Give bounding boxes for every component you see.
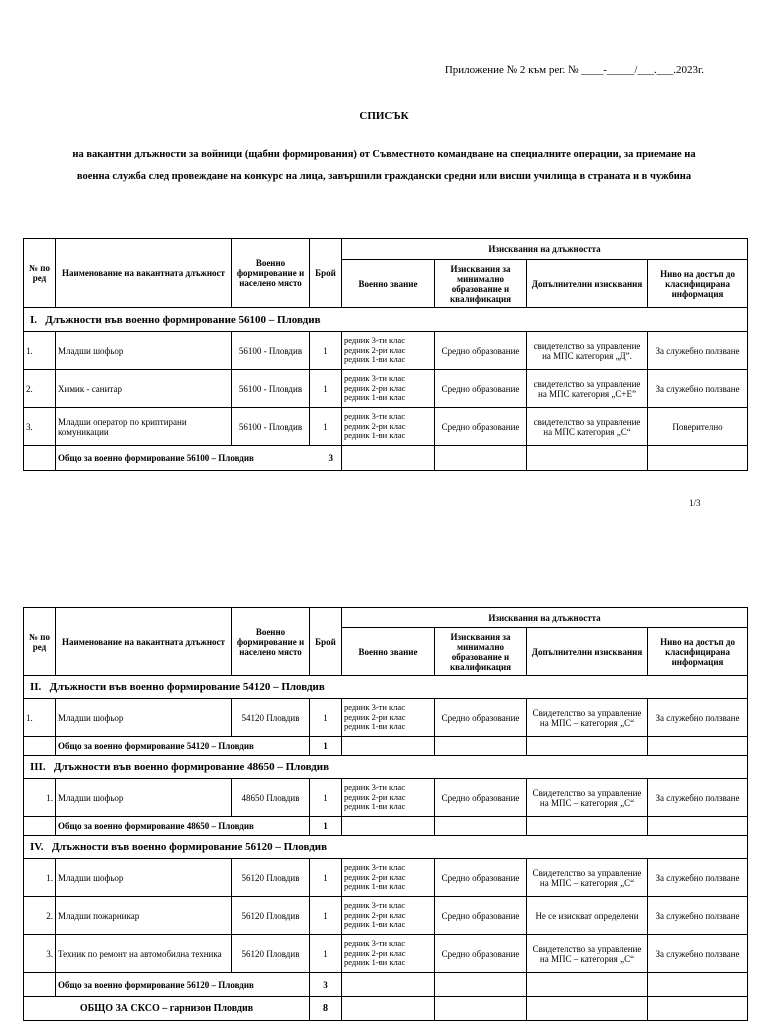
row-unit: 56100 - Пловдив [232,408,310,446]
rank-3: редник 3-ти клас [344,335,405,346]
row-num: 3. [24,408,56,446]
row-access: За служебно ползване [648,332,748,370]
section-title [24,836,748,859]
rank-2: редник 2-ри клас [344,711,406,722]
vacancies-table-page-1 [23,238,748,471]
row-education: Средно образование [435,408,527,446]
section-roman: III. [30,761,46,773]
row-access: За служебно ползване [648,935,748,973]
row-extra: свидетелство за управление на МПС категория „С“ [527,408,648,446]
rank-2: редник 2-ри клас [344,344,406,355]
total-label [56,446,342,471]
rank-1: редник 1-ви клас [344,957,406,968]
annex-reference: Приложение № 2 към рег. № ____-_____/___.___.2023г. [444,64,704,76]
section-row [24,308,748,332]
row-unit: 48650 Пловдив [232,779,310,817]
col-access-header: Ниво на достъп до класифицирана информация [648,260,748,308]
row-num: 1. [24,859,56,897]
row-unit: 56100 - Пловдив [232,370,310,408]
row-education: Средно образование [435,935,527,973]
row-unit: 56120 Пловдив [232,897,310,935]
rank-1: редник 1-ви клас [344,919,406,930]
col-education-header: Изисквания за минимално образование и квалификация [435,628,527,676]
row-position: Младши шофьор [56,779,232,817]
rank-3: редник 3-ти клас [344,900,405,911]
row-education: Средно образование [435,699,527,737]
row-position: Химик - санитар [56,370,232,408]
page-number: 1/3 [689,498,701,508]
row-access: За служебно ползване [648,779,748,817]
table-row [24,897,748,935]
total-row [24,817,748,836]
section-label: Длъжности във военно формирование 56120 – Пловдив [51,841,328,853]
row-num: 2. [24,370,56,408]
col-education-header: Изисквания за минимално образование и квалификация [435,260,527,308]
row-count: 1 [310,408,342,446]
row-extra: Не се изискват определени [527,897,648,935]
row-ranks [342,370,435,408]
rank-1: редник 1-ви клас [344,881,406,892]
header-row [24,608,748,628]
row-num: 2. [24,897,56,935]
total-count: 1 [310,737,342,756]
section-roman: I. [30,313,38,326]
rank-1: редник 1-ви клас [344,354,406,365]
row-ranks [342,699,435,737]
rank-3: редник 3-ти клас [344,782,405,793]
total-row [24,973,748,997]
table-row [24,370,748,408]
total-label-text: Общо за военно формирование 56100 – Пловдив [58,453,254,463]
row-count: 1 [310,370,342,408]
rank-3: редник 3-ти клас [344,938,405,949]
table-row [24,332,748,370]
row-education: Средно образование [435,779,527,817]
row-education: Средно образование [435,370,527,408]
row-unit: 56120 Пловдив [232,859,310,897]
row-unit: 56120 Пловдив [232,935,310,973]
document-title: СПИСЪК [359,110,409,122]
row-count: 1 [310,897,342,935]
col-num-header: № по ред [24,239,56,308]
row-num: 3. [24,935,56,973]
row-num: 1. [24,779,56,817]
section-title [24,756,748,779]
total-count: 1 [310,817,342,836]
rank-1: редник 1-ви клас [344,392,406,403]
row-count: 1 [310,859,342,897]
section-roman: II. [30,681,42,693]
row-extra: Свидетелство за управление на МПС – категория „С“ [527,699,648,737]
col-rank-header: Военно звание [342,628,435,676]
row-count: 1 [310,779,342,817]
rank-2: редник 2-ри клас [344,382,406,393]
row-extra: свидетелство за управление на МПС категория „С+Е” [527,370,648,408]
row-count: 1 [310,699,342,737]
rank-2: редник 2-ри клас [344,791,406,802]
row-count: 1 [310,935,342,973]
table-row [24,935,748,973]
table-row [24,699,748,737]
col-extra-header: Допълнителни изисквания [527,628,648,676]
row-num: 1. [24,699,56,737]
col-access-header: Ниво на достъп до класифицирана информация [648,628,748,676]
header-row [24,239,748,260]
row-education: Средно образование [435,332,527,370]
rank-2: редник 2-ри клас [344,947,406,958]
row-access: За служебно ползване [648,370,748,408]
rank-3: редник 3-ти клас [344,411,405,422]
row-access: За служебно ползване [648,699,748,737]
col-extra-header: Допълнителни изисквания [527,260,648,308]
col-count-header: Брой [310,239,342,308]
row-extra: Свидетелство за управление на МПС – категория „С“ [527,859,648,897]
col-count-header: Брой [310,608,342,676]
table-row [24,779,748,817]
row-ranks [342,859,435,897]
table-row [24,408,748,446]
grand-total-row [24,997,748,1021]
row-position: Младши шофьор [56,332,232,370]
row-position: Техник по ремонт на автомобилна техника [56,935,232,973]
total-row [24,737,748,756]
row-ranks [342,332,435,370]
section-row [24,756,748,779]
section-row [24,836,748,859]
section-roman: IV. [30,841,44,853]
col-requirements-header: Изисквания на длъжността [342,239,748,260]
row-education: Средно образование [435,859,527,897]
rank-2: редник 2-ри клас [344,909,406,920]
vacancies-table-page-2 [23,607,748,1021]
row-education: Средно образование [435,897,527,935]
rank-3: редник 3-ти клас [344,702,405,713]
rank-1: редник 1-ви клас [344,801,406,812]
total-label: Общо за военно формирование 54120 – Пловдив [56,737,310,756]
rank-1: редник 1-ви клас [344,721,406,732]
row-access: За служебно ползване [648,897,748,935]
rank-3: редник 3-ти клас [344,862,405,873]
col-unit-header: Военно формирование и населено място [232,239,310,308]
row-position: Младши оператор по криптирани комуникации [56,408,232,446]
row-ranks [342,935,435,973]
row-access: Поверително [648,408,748,446]
row-num: 1. [24,332,56,370]
col-unit-header: Военно формирование и населено място [232,608,310,676]
section-label: Длъжности във военно формирование 48650 – Пловдив [53,761,330,773]
total-count: 3 [328,453,333,463]
total-row [24,446,748,471]
col-name-header: Наименование на вакантната длъжност [56,239,232,308]
row-ranks [342,408,435,446]
row-access: За служебно ползване [648,859,748,897]
row-count: 1 [310,332,342,370]
rank-2: редник 2-ри клас [344,871,406,882]
row-unit: 54120 Пловдив [232,699,310,737]
section-title [24,308,748,332]
grand-total-label: ОБЩО ЗА СКСО – гарнизон Пловдив [24,997,310,1021]
table-row [24,859,748,897]
grand-total-count: 8 [310,997,342,1021]
total-label: Общо за военно формирование 56120 – Пловдив [56,973,310,997]
section-label: Длъжности във военно формирование 56100 – Пловдив [45,313,321,326]
row-ranks [342,897,435,935]
row-extra: свидетелство за управление на МПС категория „Д”. [527,332,648,370]
rank-2: редник 2-ри клас [344,420,406,431]
document-subtitle: на вакантни длъжности за войници (щабни формирования) от Съвместното командване на специалните операции, за приемане на военна служба след провеждане на конкурс на лица, завършили граждански средни или висши училища в страната и в чужбина [72,149,696,182]
total-label: Общо за военно формирование 48650 – Пловдив [56,817,310,836]
row-extra: Свидетелство за управление на МПС – категория „С“ [527,779,648,817]
row-position: Младши шофьор [56,699,232,737]
row-unit: 56100 - Пловдив [232,332,310,370]
row-position: Младши пожарникар [56,897,232,935]
col-num-header: № по ред [24,608,56,676]
col-name-header: Наименование на вакантната длъжност [56,608,232,676]
section-label: Длъжности във военно формирование 54120 – Пловдив [49,681,325,693]
row-extra: Свидетелство за управление на МПС – категория „С“ [527,935,648,973]
rank-3: редник 3-ти клас [344,373,405,384]
total-count: 3 [310,973,342,997]
row-ranks [342,779,435,817]
rank-1: редник 1-ви клас [344,430,406,441]
section-title [24,676,748,699]
section-row [24,676,748,699]
col-rank-header: Военно звание [342,260,435,308]
row-position: Младши шофьор [56,859,232,897]
col-requirements-header: Изисквания на длъжността [342,608,748,628]
